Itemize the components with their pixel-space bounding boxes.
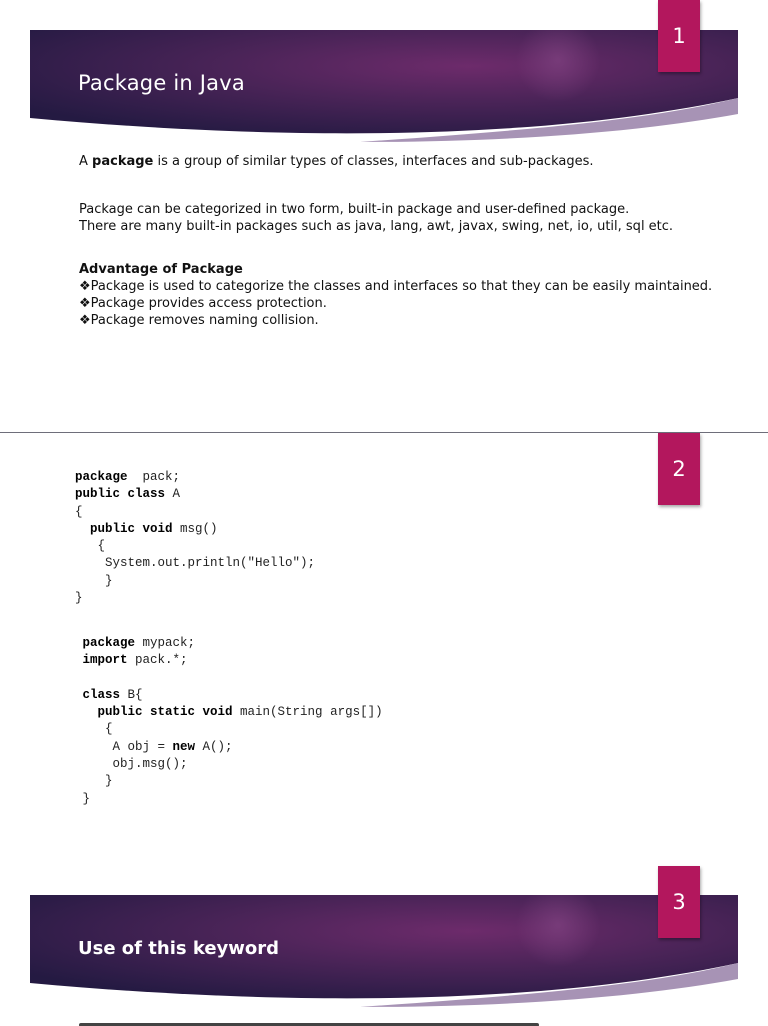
- cut-off-text-line: [79, 1018, 539, 1026]
- code-line: [75, 688, 143, 702]
- code-text: obj.msg();: [75, 757, 188, 772]
- code-keyword: class: [82, 687, 121, 702]
- code-text: [75, 653, 83, 667]
- code-keyword: public static void: [97, 705, 233, 720]
- code-line: [75, 636, 195, 650]
- code-text: [75, 522, 90, 536]
- code-line: [75, 740, 233, 754]
- code-line: [75, 757, 188, 771]
- code-text: }: [75, 774, 113, 789]
- bold-term: package: [92, 154, 154, 169]
- code-block-package-mypack: [75, 635, 383, 808]
- code-keyword: public void: [90, 521, 173, 536]
- slide-3: [0, 866, 768, 1024]
- code-text: [75, 705, 98, 719]
- code-text: msg(): [172, 521, 218, 536]
- advantages-heading: Advantage of Package: [79, 262, 243, 277]
- code-text: {: [75, 722, 113, 737]
- code-text: main(String args[]): [232, 705, 383, 720]
- slide-number-tab: 3: [658, 866, 700, 938]
- advantage-item: ❖Package removes naming collision.: [79, 313, 319, 328]
- code-text: A: [165, 487, 181, 502]
- code-text: }: [75, 591, 83, 606]
- code-text: pack;: [127, 470, 181, 484]
- slide-2: [0, 433, 768, 866]
- title-banner: [30, 30, 738, 145]
- code-text: {: [75, 539, 106, 554]
- advantages-section: [79, 261, 719, 329]
- slide-title: Use of this keyword: [78, 938, 280, 959]
- code-text: [75, 636, 83, 650]
- code-text: pack.*;: [127, 653, 188, 668]
- code-text: mypack;: [135, 636, 196, 650]
- code-line: [75, 653, 188, 667]
- code-text: }: [75, 573, 113, 588]
- slide-number-tab: 1: [658, 0, 700, 72]
- code-line: [75, 722, 113, 736]
- code-text: [75, 688, 83, 702]
- title-banner: [30, 895, 738, 1010]
- slide-number-tab: 2: [658, 433, 700, 505]
- code-line: [75, 574, 113, 588]
- definition-paragraph: A package is a group of similar types of classes, interfaces and sub-packages.: [79, 154, 594, 169]
- advantage-item: ❖Package is used to categorize the classes and interfaces so that they can be easily maintained.: [79, 279, 713, 294]
- categories-line-2: There are many built-in packages such as java, lang, awt, javax, swing, net, io, util, sql etc.: [79, 219, 674, 234]
- code-keyword: new: [172, 739, 196, 754]
- code-text: B{: [120, 687, 143, 702]
- slide-1: [0, 0, 768, 432]
- code-line: [75, 539, 105, 553]
- code-line: [75, 556, 315, 570]
- code-line: [75, 774, 113, 788]
- code-keyword: import: [82, 653, 128, 668]
- code-line: [75, 470, 180, 484]
- code-text: System.out.println("Hello");: [75, 556, 316, 571]
- categories-paragraph: [79, 201, 719, 235]
- categories-line-1: Package can be categorized in two form, built-in package and user-defined package.: [79, 202, 630, 217]
- slide-title: Package in Java: [78, 71, 245, 95]
- code-line: [75, 487, 180, 501]
- code-text: {: [75, 504, 83, 519]
- code-keyword: public class: [75, 487, 166, 502]
- code-text: A();: [195, 739, 233, 754]
- advantage-item: ❖Package provides access protection.: [79, 296, 327, 311]
- code-line: [75, 522, 218, 536]
- code-keyword: package: [82, 636, 136, 650]
- code-line: [75, 792, 90, 806]
- code-keyword: package: [75, 470, 128, 484]
- code-block-package-pack: [75, 469, 315, 607]
- code-line: [75, 705, 383, 719]
- code-text: }: [75, 791, 91, 806]
- code-line: [75, 591, 83, 605]
- code-line: [75, 505, 83, 519]
- code-text: A obj =: [75, 739, 173, 754]
